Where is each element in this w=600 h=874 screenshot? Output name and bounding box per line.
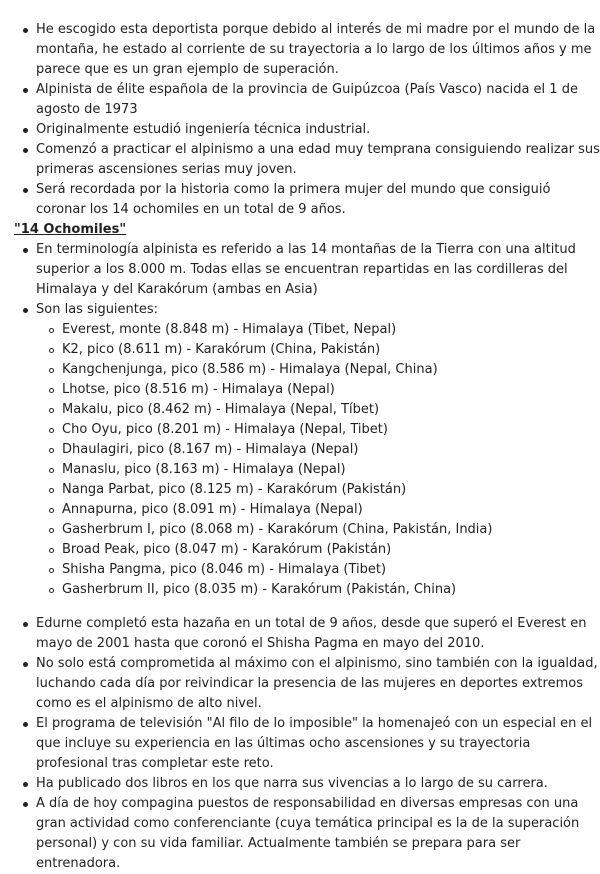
closing-bullet: Ha publicado dos libros en los que narra sus vivencias a lo largo de su carrera. — [36, 774, 600, 794]
mountain-item: Lhotse, pico (8.516 m) - Himalaya (Nepal) — [62, 380, 600, 400]
closing-bullet: A día de hoy compagina puestos de responsabilidad en diversas empresas con una gran actividad como conferenciante (cuya temática principal es la de la superación personal) y con su vida familiar. Actualmente también se prepara para ser entrenadora. — [36, 794, 600, 874]
mountain-item: Gasherbrum I, pico (8.068 m) - Karakórum (China, Pakistán, India) — [62, 520, 600, 540]
closing-bullet: No solo está comprometida al máximo con el alpinismo, sino también con la igualdad, luchando cada día por reivindicar la presencia de las mujeres en deportes extremos como es el alpinismo de alto nivel. — [36, 654, 600, 714]
mountain-item: Broad Peak, pico (8.047 m) - Karakórum (Pakistán) — [62, 540, 600, 560]
mountain-item: Annapurna, pico (8.091 m) - Himalaya (Nepal) — [62, 500, 600, 520]
mountain-item: Shisha Pangma, pico (8.046 m) - Himalaya (Tibet) — [62, 560, 600, 580]
section-heading: "14 Ochomiles" — [14, 222, 127, 237]
mountain-item: Makalu, pico (8.462 m) - Himalaya (Nepal, Tíbet) — [62, 400, 600, 420]
intro-bullet-list — [0, 20, 600, 220]
intro-bullet: Alpinista de élite española de la provincia de Guipúzcoa (País Vasco) nacida el 1 de agosto de 1973 — [36, 80, 600, 120]
mountain-item: Nanga Parbat, pico (8.125 m) - Karakórum (Pakistán) — [62, 480, 600, 500]
mountain-item: K2, pico (8.611 m) - Karakórum (China, Pakistán) — [62, 340, 600, 360]
intro-bullet: Será recordada por la historia como la primera mujer del mundo que consiguió coronar los 14 ochomiles en un total de 9 años. — [36, 180, 600, 220]
mountain-item: Cho Oyu, pico (8.201 m) - Himalaya (Nepal, Tibet) — [62, 420, 600, 440]
section-intro-bullet: En terminología alpinista es referido a las 14 montañas de la Tierra con una altitud superior a los 8.000 m. Todas ellas se encuentran repartidas en las cordilleras del Himalaya y del Karakórum (ambas en Asia) — [36, 240, 600, 300]
closing-bullet: El programa de televisión "Al filo de lo imposible" la homenajeó con un especial en el que incluye su experiencia en las últimas ocho ascensiones y su trayectoria profesional tras completar este reto. — [36, 714, 600, 774]
mountain-item: Gasherbrum II, pico (8.035 m) - Karakórum (Pakistán, China) — [62, 580, 600, 600]
intro-bullet: Originalmente estudió ingeniería técnica industrial. — [36, 120, 600, 140]
mountain-item: Dhaulagiri, pico (8.167 m) - Himalaya (Nepal) — [62, 440, 600, 460]
mountain-sublist — [36, 320, 600, 600]
intro-bullet: Comenzó a practicar el alpinismo a una edad muy temprana consiguiendo realizar sus primeras ascensiones serias muy joven. — [36, 140, 600, 180]
intro-bullet: He escogido esta deportista porque debido al interés de mi madre por el mundo de la montaña, he estado al corriente de su trayectoria a lo largo de los últimos años y me parece que es un gran ejemplo de superación. — [36, 20, 600, 80]
list-lead-text: Son las siguientes: — [36, 302, 159, 317]
mountain-item: Kangchenjunga, pico (8.586 m) - Himalaya (Nepal, China) — [62, 360, 600, 380]
list-lead-bullet — [36, 300, 600, 600]
mountain-item: Everest, monte (8.848 m) - Himalaya (Tibet, Nepal) — [62, 320, 600, 340]
mountain-item: Manaslu, pico (8.163 m) - Himalaya (Nepal) — [62, 460, 600, 480]
closing-bullet: Edurne completó esta hazaña en un total de 9 años, desde que superó el Everest en mayo de 2001 hasta que coronó el Shisha Pagma en mayo del 2010. — [36, 614, 600, 654]
ochomiles-bullet-list — [0, 240, 600, 874]
